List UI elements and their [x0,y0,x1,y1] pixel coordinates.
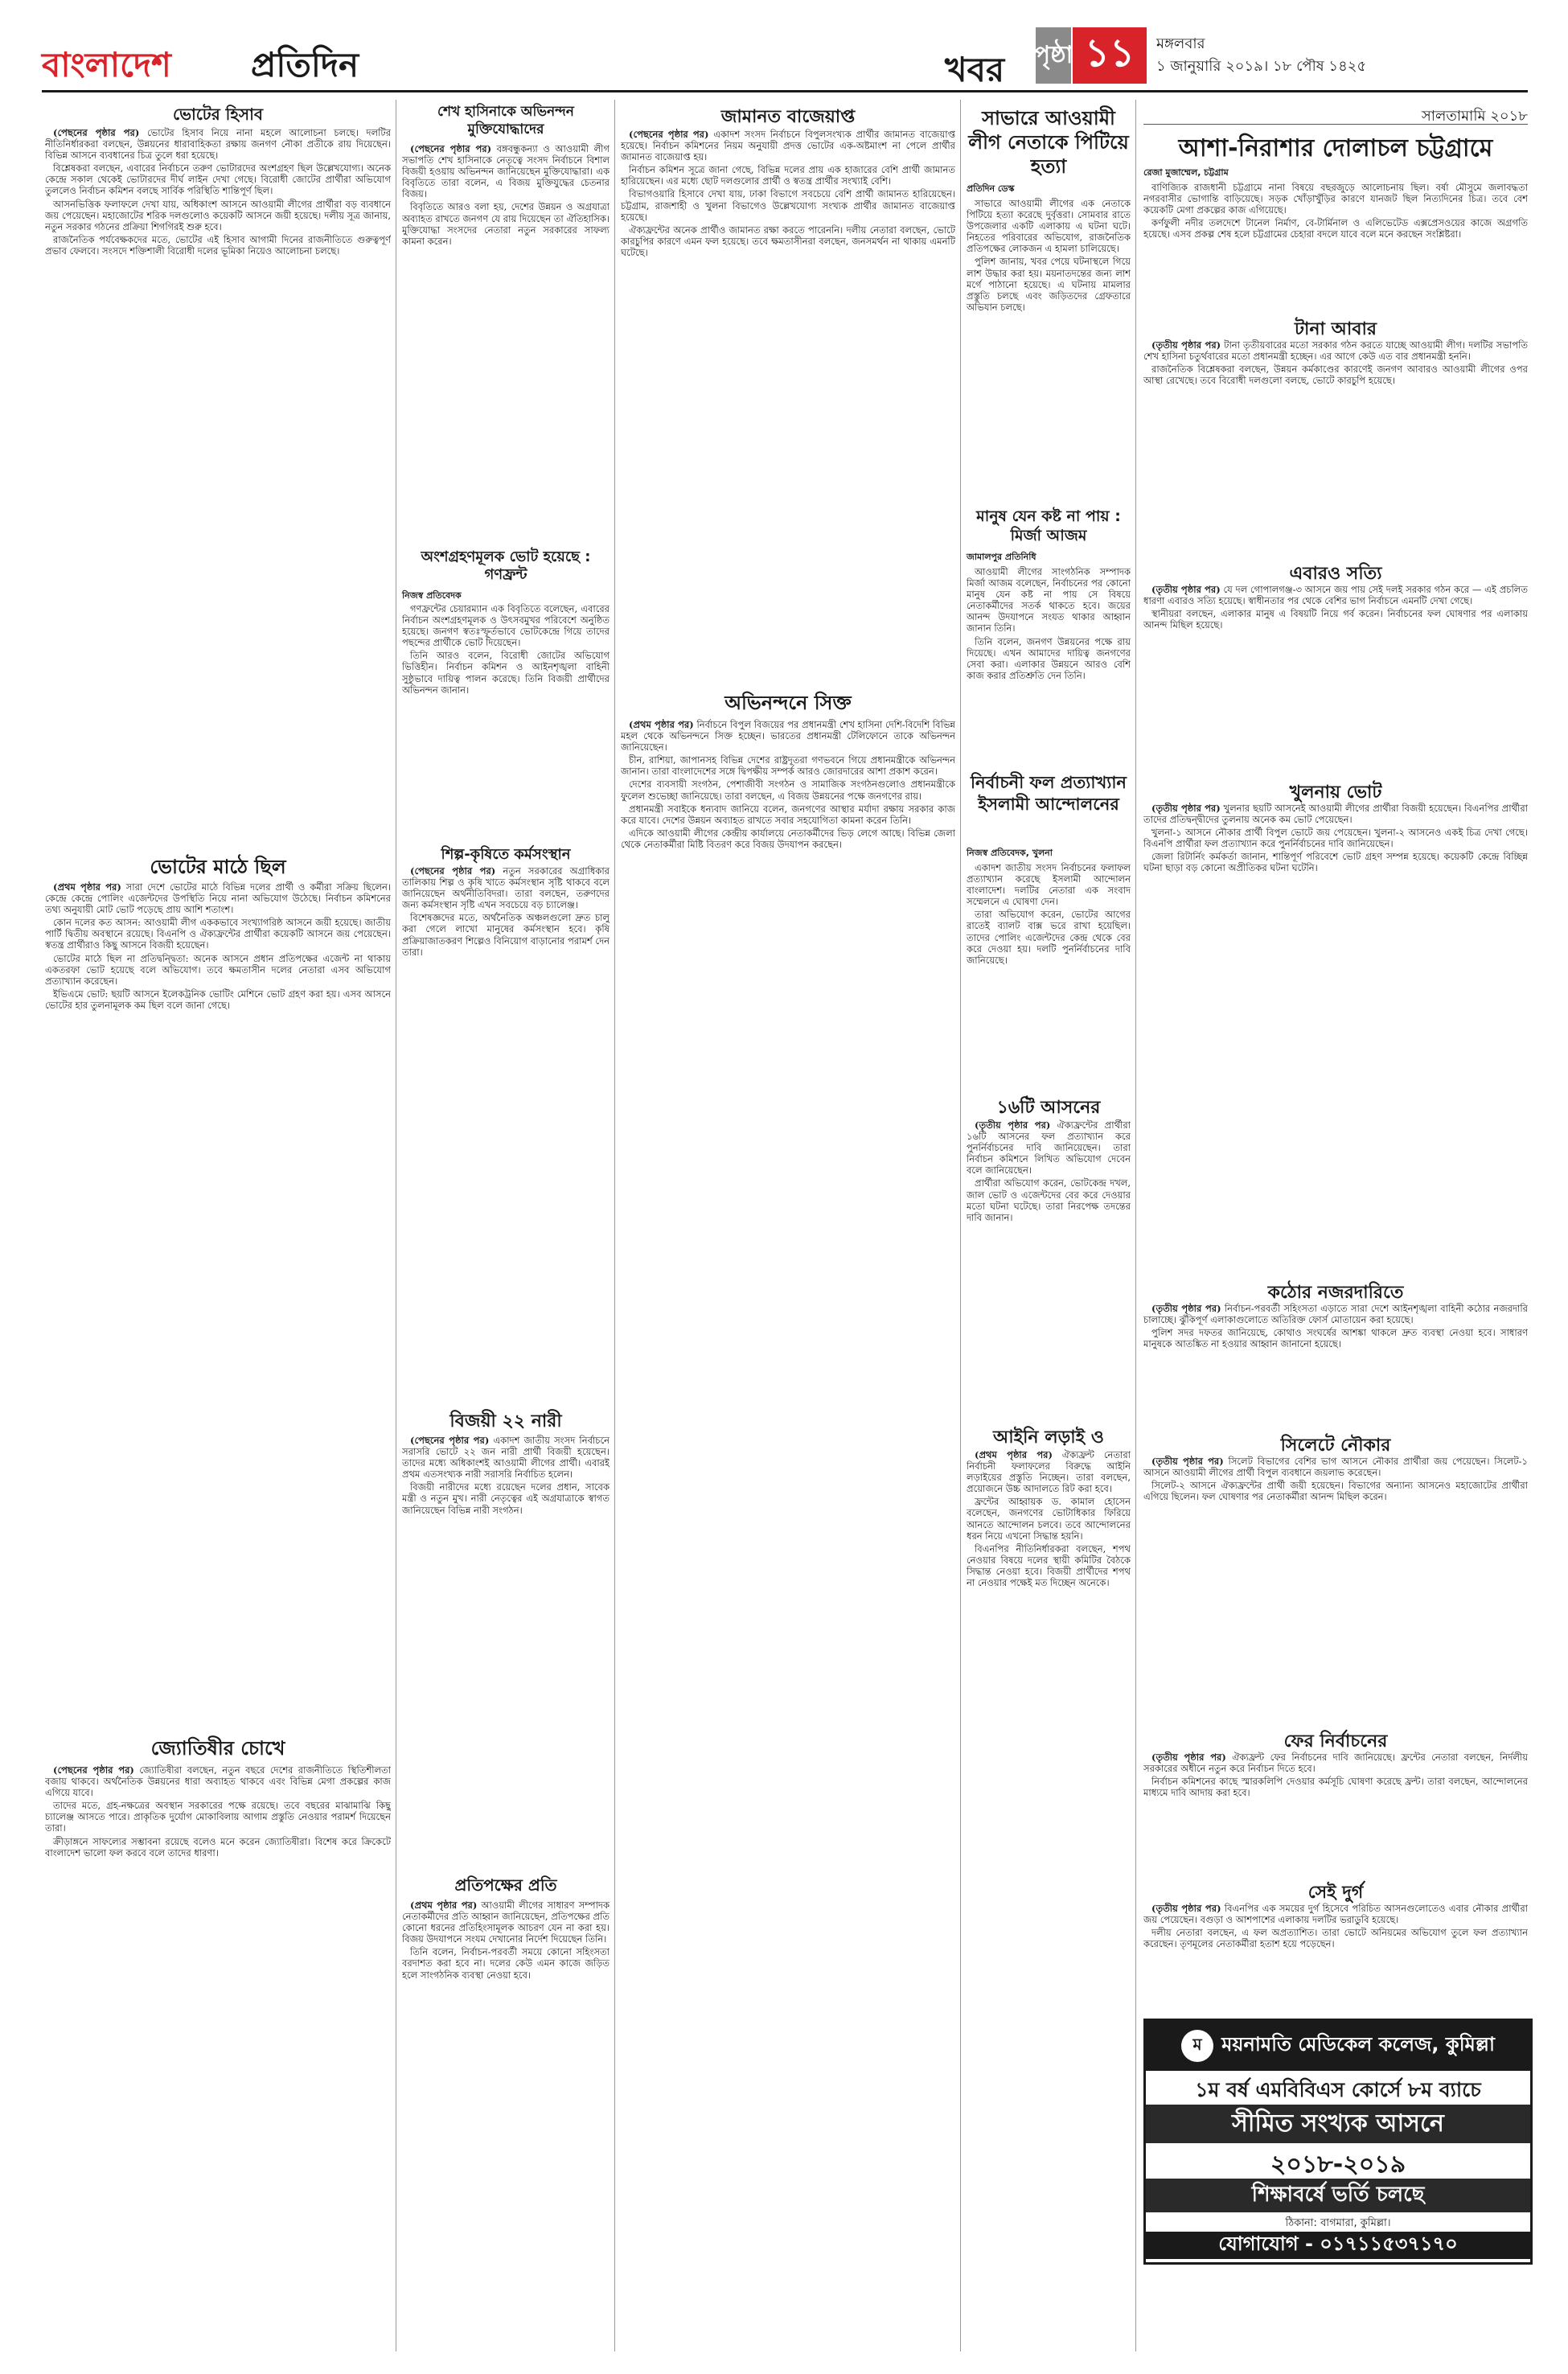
headline-sheikh-hasina: শেখ হাসিনাকে অভিনন্দন মুক্তিযোদ্ধাদের [437,104,574,138]
article-paragraph: ক্রীড়াঙ্গনে সাফল্যের সম্ভাবনা রয়েছে বলেও মনে করেন জ্যোতিষীরা। বিশেষ করে ক্রিকেটে বাংলাদেশ ভালো ফল করবে বলে তাদের ধারণা। [45,1835,391,1859]
headline-tana-abar: টানা আবার [1295,319,1377,339]
article-paragraph: পুলিশ জানায়, খবর পেয়ে ঘটনাস্থলে গিয়ে লাশ উদ্ধার করা হয়। ময়নাতদন্তের জন্য লাশ মর্গে পাঠানো হয়েছে। এ ঘটনায় মামলার প্রস্তুতি চলছে এবং জড়িতদের গ্রেফতারে অভিযান চলছে। [967,256,1131,313]
article-sholo-ti [967,1119,1131,1409]
article-angshograhan [402,603,610,828]
article-lead: (তৃতীয় পৃষ্ঠার পর) [1151,1752,1226,1763]
article-lead: (পেছনের পৃষ্ঠার পর) [410,1435,490,1446]
article-paragraph: খুলনার ছয়টি আসনেই আওয়ামী লীগের প্রার্থীরা বিজয়ী হয়েছেন। বিএনপির প্রার্থীরা তাদের প্রতিদ্বন্দ্বীদের তুলনায় অনেক কম ভোট পেয়েছেন। [1143,803,1528,826]
article-paragraph: তিনি বলেন, জনগণ উন্নয়নের পক্ষে রায় দিয়েছে। এখন আমাদের দায়িত্ব জনগণের সেবা করা। এলাকার উন্নয়নে আরও বেশি কাজ করার প্রতিশ্রুতি দেন তিনি। [967,635,1131,681]
article-paragraph: সিলেট-২ আসনে ঐক্যফ্রন্টের প্রার্থী জয়ী হয়েছেন। বিভাগের অন্যান্য আসনেও মহাজোটের প্রার্থীরা এগিয়ে ছিলেন। ফল ঘোষণার পর নেতাকর্মীরা আনন্দ মিছিল করেন। [1143,1480,1528,1503]
article-sheikh-hasina [402,143,610,537]
article-paragraph: বিভাগওয়ারি হিসাবে দেখা যায়, ঢাকা বিভাগে সবচেয়ে বেশি প্রার্থী জামানত হারিয়েছেন। চট্টগ্রাম, রাজশাহী ও খুলনা বিভাগেও উল্লেখযোগ্য সংখ্যক প্রার্থীর জামানত বাজেয়াপ্ত হয়েছে। [621,188,955,223]
article-sei-durga [1143,1903,1528,2012]
masthead-logo-pratidin: প্রতিদিন [251,45,359,84]
article-paragraph: কোন দলের কত আসন: আওয়ামী লীগ এককভাবে সংখ্যাগরিষ্ঠ আসনে জয়ী হয়েছে। জাতীয় পার্টি দ্বিতীয় অবস্থানে রয়েছে। বিএনপি ও ঐক্যফ্রন্টের প্রার্থীরা কয়েকটি আসনে জয় পেয়েছেন। স্বতন্ত্র প্রার্থীরাও কিছু আসনে বিজয়ী হয়েছেন। [45,917,391,951]
article-bijoyi-nari [402,1435,610,1869]
column-divider [960,100,961,2351]
article-lead: (তৃতীয় পৃষ্ঠার পর) [975,1119,1051,1131]
article-paragraph: খুলনা-১ আসনে নৌকার প্রার্থী বিপুল ভোটে জয় পেয়েছেন। খুলনা-২ আসনেও একই চিত্র দেখা গেছে। বিএনপি প্রার্থীরা ফল প্রত্যাখ্যান করে পুনর্নির্বাচনের দাবি জানিয়েছেন। [1143,827,1528,850]
article-vote-mathe [45,881,391,1686]
headline-sholo-ti: ১৬টি আসনের [996,1098,1101,1118]
article-paragraph: সাভারে আওয়ামী লীগের এক নেতাকে পিটিয়ে হত্যা করেছে দুর্বৃত্তরা। সোমবার রাতে উপজেলার একটি এলাকায় এ ঘটনা ঘটে। নিহতের পরিবারের অভিযোগ, রাজনৈতিক প্রতিপক্ষের লোকজন এ হামলা চালিয়েছে। [967,198,1131,255]
byline: প্রতিদিন ডেস্ক [967,183,1015,194]
article-paragraph: যে দল গোপালগঞ্জ-৩ আসনে জয় পায় সেই দলই সরকার গঠন করে — এই প্রচলিত ধারণা এবারও সত্যি হয়েছে। স্বাধীনতার পর থেকে বেশির ভাগ নির্বাচনে এমনটি দেখা গেছে। [1143,584,1528,607]
article-lead: (তৃতীয় পৃষ্ঠার পর) [1151,803,1221,814]
article-paragraph: আওয়ামী লীগের সাধারণ সম্পাদক নেতাকর্মীদের প্রতি আহ্বান জানিয়েছেন, প্রতিপক্ষের প্রতি কোনো ধরনের প্রতিহিংসামূলক আচরণ যেন না করা হয়। বিজয় উদযাপনে সংযম দেখানোর নির্দেশ দিয়েছেন তিনি। [402,1900,610,1945]
headline-savar: সাভারে আওয়ামী লীগ নেতাকে পিটিয়ে হত্যা [968,107,1129,178]
article-paragraph: প্রার্থীরা অভিযোগ করেন, ভোটকেন্দ্র দখল, জাল ভোট ও এজেন্টদের বের করে দেওয়ার মতো ঘটনা ঘটেছে। তারা নিরপেক্ষ তদন্তের দাবি জানান। [967,1177,1131,1223]
article-paragraph: একাদশ জাতীয় সংসদ নির্বাচনে সরাসরি ভোটে ২২ জন নারী প্রার্থী বিজয়ী হয়েছেন। তাদের মধ্যে অধিকাংশই আওয়ামী লীগের প্রার্থী। এবারই প্রথম এতসংখ্যক নারী সরাসরি নির্বাচিত হলেন। [402,1435,610,1481]
article-lead: (তৃতীয় পৃষ্ঠার পর) [1151,1903,1221,1914]
article-paragraph: একাদশ জাতীয় সংসদ নির্বাচনের ফলাফল প্রত্যাখ্যান করেছে ইসলামী আন্দোলন বাংলাদেশ। দলটির নেতারা এক সংবাদ সম্মেলনে এ ঘোষণা দেন। [967,862,1131,908]
page-label: পৃষ্ঠা [1036,27,1071,84]
article-paragraph: বিএনপির নীতিনির্ধারকরা বলছেন, শপথ নেওয়ার বিষয়ে দলের স্থায়ী কমিটির বৈঠকে সিদ্ধান্ত নেওয়া হবে। বিজয়ী প্রার্থীদের শপথ না নেওয়ার পক্ষেই মত দিচ্ছেন অনেকে। [967,1542,1131,1589]
headline-shilpa-krishi: শিল্প-কৃষিতে কর্মসংস্থান [441,846,571,863]
section-kicker: সালতামামি ২০১৮ [1421,108,1528,125]
article-lead: (প্রথম পৃষ্ঠার পর) [410,1900,478,1911]
headline-pratipakkher: প্রতিপক্ষের প্রতি [454,1875,557,1895]
article-ebaro [1143,584,1528,769]
article-paragraph: দেশের ব্যবসায়ী সংগঠন, পেশাজীবী সংগঠন ও সামাজিক সংগঠনগুলোও প্রধানমন্ত্রীকে ফুলেল শুভেচ্ছা জানিয়েছে। তারা বলছেন, এ বিজয় উন্নয়নের পক্ষে জনগণের রায়। [621,778,955,802]
headline-manush: মানুষ যেন কষ্ট না পায় : মির্জা আজম [976,507,1121,544]
article-paragraph: কর্ণফুলী নদীর তলদেশে টানেল নির্মাণ, বে-টার্মিনাল ও এলিভেটেড এক্সপ্রেসওয়ের কাজে অগ্রগতি হয়েছে। এসব প্রকল্প শেষ হলে চট্টগ্রামের চেহারা বদলে যাবে বলে মনে করছেন সংশ্লিষ্টরা। [1143,217,1528,240]
article-paragraph: প্রধানমন্ত্রী সবাইকে ধন্যবাদ জানিয়ে বলেন, জনগণের আস্থার মর্যাদা রক্ষায় সরকার কাজ করে যাবে। দেশের উন্নয়ন অব্যাহত রাখতে সবার সহযোগিতা কামনা করেন তিনি। [621,803,955,826]
kicker-rule [1143,124,1528,125]
article-paragraph: আসনভিত্তিক ফলাফলে দেখা যায়, অধিকাংশ আসনে আওয়ামী লীগের প্রার্থীরা বড় ব্যবধানে জয় পেয়েছেন। মহাজোটের শরিক দলগুলোও কয়েকটি আসনে জয়ী হয়েছে। দলীয় সূত্র জানায়, নতুন সরকার গঠনের প্রক্রিয়া শিগগিরই শুরু হবে। [45,198,391,232]
article-lead: (পেছনের পৃষ্ঠার পর) [410,865,496,877]
page-number: ১১ [1073,27,1147,84]
headline-angshograhan: অংশগ্রহণমূলক ভোট হয়েছে : গণফ্রন্ট [421,548,591,583]
article-paragraph: নির্বাচন-পরবর্তী সহিংসতা এড়াতে সারা দেশে আইনশৃঙ্খলা বাহিনী কঠোর নজরদারি চালাচ্ছে। ঝুঁকিপূর্ণ এলাকাগুলোতে অতিরিক্ত ফোর্স মোতায়েন করা হয়েছে। [1143,1303,1528,1326]
article-khulna [1143,803,1528,1269]
article-nirbachoni-fal [967,862,1131,1079]
article-manush [967,566,1131,759]
headline-jamanat: জামানত বাজেয়াপ্ত [720,107,856,127]
ad-contact[interactable]: যোগাযোগ - ০১৭১১৫৩৭১৭০ [1146,2232,1530,2259]
article-paragraph: নির্বাচনে বিপুল বিজয়ের পর প্রধানমন্ত্রী শেখ হাসিনা দেশি-বিদেশি বিভিন্ন মহল থেকে অভিনন্দনে সিক্ত হচ্ছেন। ভারতের প্রধানমন্ত্রী টেলিফোনে তাকে অভিনন্দন জানিয়েছেন। [621,719,955,754]
article-lead: (তৃতীয় পৃষ্ঠার পর) [1151,1456,1224,1467]
column-divider [614,100,615,2351]
article-paragraph: স্থানীয়রা বলছেন, এলাকার মানুষ এ বিষয়টি নিয়ে গর্ব করেন। নির্বাচনের ফল ঘোষণার পর এলাকায় আনন্দ মিছিল হয়েছে। [1143,608,1528,631]
ad-course-line: ১ম বর্ষ এমবিবিএস কোর্সে ৮ম ব্যাচে [1195,2078,1481,2101]
ad-admission-line: শিক্ষাবর্ষে ভর্তি চলছে [1146,2179,1530,2212]
headline-abhinandan: অভিনন্দনে সিক্ত [724,692,852,714]
article-abhinandan [621,719,955,2351]
article-lead: (তৃতীয় পৃষ্ঠার পর) [1151,339,1221,351]
article-lead: (প্রথম পৃষ্ঠার পর) [975,1449,1053,1460]
dateline-day: মঙ্গলবার [1156,35,1205,52]
headline-khulna: খুলনায় ভোট [1289,782,1382,803]
headline-ebaro: এবারও সত্যি [1289,564,1382,584]
article-paragraph: ফ্রন্টের আহ্বায়ক ড. কামাল হোসেন বলেছেন, জনগণের ভোটাধিকার ফিরিয়ে আনতে আন্দোলন চলবে। তবে আন্দোলনের ধরন নিয়ে এখনো সিদ্ধান্ত হয়নি। [967,1496,1131,1542]
headline-bijoyi-nari: বিজয়ী ২২ নারী [449,1411,562,1431]
ad-session-year: ২০১৮-২০১৯ [1270,2150,1406,2179]
article-lead: (প্রথম পৃষ্ঠার পর) [53,881,121,893]
article-paragraph: বিশ্লেষকরা বলছেন, এবারের নির্বাচনে তরুণ ভোটারদের অংশগ্রহণ ছিল উল্লেখযোগ্য। অনেক কেন্দ্রে সকাল থেকেই ভোটারদের দীর্ঘ লাইন দেখা গেছে। বিরোধী জোটের প্রার্থীরা অভিযোগ তুললেও নির্বাচন কমিশন বলছে সার্বিক পরিস্থিতি শান্তিপূর্ণ ছিল। [45,162,391,197]
article-paragraph: ঐক্যফ্রন্টের অনেক প্রার্থীও জামানত রক্ষা করতে পারেননি। দলীয় নেতারা বলছেন, ভোটে কারচুপির কারণে এমন ফল হয়েছে। তবে ক্ষমতাসীনরা বলছেন, জনসমর্থন না থাকায় এমনটি ঘটেছে। [621,224,955,258]
article-paragraph: নির্বাচন কমিশনের কাছে স্মারকলিপি দেওয়ার কর্মসূচি ঘোষণা করেছে ফ্রন্ট। তারা বলছেন, আন্দোলনের মাধ্যমে দাবি আদায় করা হবে। [1143,1776,1528,1799]
article-paragraph: গণফ্রন্টের চেয়ারম্যান এক বিবৃতিতে বলেছেন, এবারের নির্বাচন অংশগ্রহণমূলক ও উৎসবমুখর পরিবেশে অনুষ্ঠিত হয়েছে। জনগণ স্বতঃস্ফূর্তভাবে ভোটকেন্দ্রে গিয়ে তাদের পছন্দের প্রার্থীকে ভোট দিয়েছেন। [402,603,610,649]
headline-sylhet: সিলেটে নৌকার [1280,1435,1391,1456]
article-lead: (পেছনের পৃষ্ঠার পর) [53,1764,134,1776]
article-paragraph: ঐক্যফ্রন্ট নেতারা নির্বাচনী ফলাফলের বিরুদ্ধে আইনি লড়াইয়ের প্রস্তুতি নিচ্ছেন। তারা বলছেন, প্রয়োজনে উচ্চ আদালতে রিট করা হবে। [967,1449,1131,1495]
headline-aini-lorai: আইনি লড়াই ও [993,1427,1104,1448]
ad-address: ঠিকানা: বাগমারা, কুমিল্লা। [1285,2217,1391,2229]
article-paragraph: ঐক্যফ্রন্টের প্রার্থীরা ১৬টি আসনের ফল প্রত্যাখ্যান করে পুনর্নির্বাচনের দাবি জানিয়েছেন। তারা নির্বাচন কমিশনে লিখিত অভিযোগ দেবেন বলে জানিয়েছেন। [967,1119,1131,1177]
article-paragraph: জেলা রিটার্নিং কর্মকর্তা জানান, শান্তিপূর্ণ পরিবেশে ভোট গ্রহণ সম্পন্ন হয়েছে। কয়েকটি কেন্দ্রে বিচ্ছিন্ন ঘটনা ছাড়া বড় কোনো অপ্রীতিকর ঘটনা ঘটেনি। [1143,851,1528,874]
article-paragraph: দলীয় নেতারা বলছেন, এ ফল অপ্রত্যাশিত। তারা ভোটে অনিয়মের অভিযোগ তুলে ফল প্রত্যাখ্যান করেছেন। তৃণমূলের নেতাকর্মীরা হতাশ হয়ে পড়েছেন। [1143,1927,1528,1950]
article-paragraph: সিলেট বিভাগের বেশির ভাগ আসনে নৌকার প্রার্থীরা জয় পেয়েছেন। সিলেট-১ আসনে আওয়ামী লীগের প্রার্থী বিপুল ব্যবধানে জয়লাভ করেছেন। [1143,1456,1528,1479]
article-paragraph: নির্বাচন কমিশন সূত্রে জানা গেছে, বিভিন্ন দলের প্রায় এক হাজারের বেশি প্রার্থী জামানত হারিয়েছেন। এর মধ্যে ছোট দলগুলোর প্রার্থী ও স্বতন্ত্র প্রার্থীর সংখ্যাই বেশি। [621,164,955,187]
ad-header [1146,2021,1530,2071]
article-lead: (প্রথম পৃষ্ঠার পর) [629,719,694,730]
article-paragraph: ভোটের মাঠে ছিল না প্রতিদ্বন্দ্বিতা: অনেক আসনে প্রধান প্রতিপক্ষের এজেন্ট না থাকায় একতরফা ভোট হয়েছে বলে অভিযোগ। তবে ক্ষমতাসীন দলের নেতারা এসব অভিযোগ প্রত্যাখ্যান করেছেন। [45,952,391,987]
article-aini-lorai [967,1449,1131,2350]
article-chattogram [1143,182,1528,302]
article-paragraph: রাজনৈতিক পর্যবেক্ষকদের মতে, ভোটের এই হিসাব আগামী দিনের রাজনীতিতে গুরুত্বপূর্ণ প্রভাব ফেলবে। সংসদে শক্তিশালী বিরোধী দলের ভূমিকা নিয়েও আলোচনা চলছে। [45,233,391,257]
headline-vote-hisab: ভোটের হিসাব [172,105,264,124]
headline-fer-nirbachon: ফের নির্বাচনের [1283,1731,1388,1752]
headline-chattogram: আশা-নিরাশার দোলাচল চট্টগ্রামে [1178,134,1493,162]
article-paragraph: একাদশ সংসদ নির্বাচনে বিপুলসংখ্যক প্রার্থীর জামানত বাজেয়াপ্ত হয়েছে। নির্বাচন কমিশনের নিয়ম অনুযায়ী প্রদত্ত ভোটের এক-অষ্টমাংশ না পেলে প্রার্থীর জামানত বাজেয়াপ্ত হয়। [621,129,955,163]
article-shilpa-krishi [402,865,610,1396]
masthead-logo-bangladesh: বাংলাদেশ [42,45,171,84]
article-paragraph: ঐক্যফ্রন্ট ফের নির্বাচনের দাবি জানিয়েছে। ফ্রন্টের নেতারা বলছেন, নির্দলীয় সরকারের অধীনে নতুন করে নির্বাচন দিতে হবে। [1143,1752,1528,1775]
article-paragraph: জ্যোতিষীরা বলছেন, নতুন বছরে দেশের রাজনীতিতে স্থিতিশীলতা বজায় থাকবে। অর্থনৈতিক উন্নয়নের ধারা অব্যাহত থাকবে এবং বিভিন্ন মেগা প্রকল্পের কাজ এগিয়ে যাবে। [45,1764,391,1799]
article-paragraph: বঙ্গবন্ধুকন্যা ও আওয়ামী লীগ সভাপতি শেখ হাসিনাকে নেতৃত্বে সংসদ নির্বাচনে বিশাল বিজয়ী হওয়ায় অভিনন্দন জানিয়েছেন মুক্তিযোদ্ধারা। এক বিবৃতিতে তারা বলেন, এ বিজয় মুক্তিযুদ্ধের চেতনার বিজয়। [402,143,610,200]
article-pratipakkher [402,1900,610,2350]
article-paragraph: বিজয়ী নারীদের মধ্যে রয়েছেন দলের প্রধান, সাবেক মন্ত্রী ও নতুন মুখ। নারী নেতৃত্বের এই অগ্রযাত্রাকে স্বাগত জানিয়েছেন বিভিন্ন নারী সংগঠন। [402,1481,610,1516]
article-lead: (পেছনের পৃষ্ঠার পর) [53,127,140,138]
article-paragraph: ইভিএমে ভোট: ছয়টি আসনে ইলেকট্রনিক ভোটিং মেশিনে ভোট গ্রহণ করা হয়। এসব আসনে ভোটের হার তুলনামূলক কম ছিল বলে জানা গেছে। [45,988,391,1011]
article-paragraph: চীন, রাশিয়া, জাপানসহ বিভিন্ন দেশের রাষ্ট্রদূতরা গণভবনে গিয়ে প্রধানমন্ত্রীকে অভিনন্দন জানান। তারা বাংলাদেশের সঙ্গে দ্বিপক্ষীয় সম্পর্ক আরও জোরদারের আশা প্রকাশ করেন। [621,754,955,778]
article-paragraph: তিনি বলেন, নির্বাচন-পরবর্তী সময়ে কোনো সহিংসতা বরদাশত করা হবে না। দলের কেউ এমন কাজে জড়িত হলে সাংগঠনিক ব্যবস্থা নেওয়া হবে। [402,1946,610,1981]
article-paragraph: এদিকে আওয়ামী লীগের কেন্দ্রীয় কার্যালয়ে নেতাকর্মীদের ভিড় লেগে আছে। বিভিন্ন জেলা থেকে নেতাকর্মীরা মিষ্টি বিতরণ করে বিজয় উদযাপন করছেন। [621,827,955,850]
article-vote-hisab [45,127,391,843]
article-paragraph: তাদের মতে, গ্রহ-নক্ষত্রের অবস্থান সরকারের পক্ষে রয়েছে। তবে বছরের মাঝামাঝি কিছু চ্যালেঞ্জ আসতে পারে। প্রাকৃতিক দুর্যোগ মোকাবিলায় আগাম প্রস্তুতি নেওয়ার পরামর্শ দিয়েছেন তারা। [45,1800,391,1834]
article-paragraph: রাজনৈতিক বিশ্লেষকরা বলছেন, উন্নয়ন কর্মকাণ্ডের কারণেই জনগণ আবারও আওয়ামী লীগের ওপর আস্থা রেখেছে। তবে বিরোধী দলগুলো বলছে, ভোটে কারচুপি হয়েছে। [1143,363,1528,387]
article-savar [967,198,1131,495]
headline-kathor: কঠোর নজরদারিতে [1267,1283,1404,1303]
headline-vote-mathe: ভোটের মাঠে ছিল [150,856,286,878]
byline: নিজস্ব প্রতিবেদক [402,590,462,601]
dateline-date: ১ জানুয়ারি ২০১৯। ১৮ পৌষ ১৪২৫ [1156,58,1367,75]
ad-college-name: ময়নামতি মেডিকেল কলেজ, কুমিল্লা [1221,2033,1495,2056]
ad-seats-line: সীমিত সংখ্যক আসনে [1146,2105,1530,2143]
article-sylhet [1143,1456,1528,1721]
headline-nirbachoni-fal: নির্বাচনী ফল প্রত্যাখ্যান ইসলামী আন্দোলনের [971,773,1127,814]
article-paragraph: আওয়ামী লীগের সাংগঠনিক সম্পাদক মির্জা আজম বলেছেন, নির্বাচনের পর কোনো মানুষ যেন কষ্ট না পায় সে বিষয়ে নেতাকর্মীদের সতর্ক থাকতে হবে। জয়ের আনন্দ উদযাপনে সংযত থাকার আহ্বান জানান তিনি। [967,566,1131,635]
byline: নিজস্ব প্রতিবেদক, খুলনা [967,848,1053,858]
article-paragraph: বিবৃতিতে আরও বলা হয়, দেশের উন্নয়ন ও অগ্রযাত্রা অব্যাহত রাখতে জনগণ যে রায় দিয়েছেন তা ঐতিহাসিক। মুক্তিযোদ্ধা সংসদের নেতারা নতুন সরকারের সাফল্য কামনা করেন। [402,201,610,247]
byline: রেজা মুজাম্মেল, চট্টগ্রাম [1143,167,1229,178]
article-lead: (তৃতীয় পৃষ্ঠার পর) [1151,584,1221,595]
article-paragraph: ভোটের হিসাব নিয়ে নানা মহলে আলোচনা চলছে। দলটির নীতিনির্ধারকরা বলছেন, উন্নয়নের ধারাবাহিকতা রক্ষায় জনগণ নৌকা প্রতীকে রায় দিয়েছেন। বিভিন্ন আসনে ব্যবধানের চিত্র তুলে ধরা হয়েছে। [45,127,391,162]
section-title: খবর [945,50,1005,89]
column-divider [1135,100,1136,2351]
advertisement-medical-college[interactable] [1143,2019,1533,2265]
article-paragraph: বিএনপির এক সময়ের দুর্গ হিসেবে পরিচিত আসনগুলোতেও এবার নৌকার প্রার্থীরা জয় পেয়েছেন। বগুড়া ও আশপাশের এলাকায় দলটির ভরাডুবি হয়েছে। [1143,1903,1528,1926]
article-tana-abar [1143,339,1528,548]
college-emblem-icon: ম [1181,2030,1213,2062]
article-jamanat [621,129,955,676]
byline: জামালপুর প্রতিনিধি [967,552,1036,562]
masthead-rule [42,90,1528,92]
article-paragraph: নতুন সরকারের অগ্রাধিকার তালিকায় শিল্প ও কৃষি খাতে কর্মসংস্থান সৃষ্টি থাকবে বলে জানিয়েছেন অর্থনীতিবিদরা। তারা বলছেন, তরুণদের জন্য কর্মসংস্থান সৃষ্টি এখন সবচেয়ে বড় চ্যালেঞ্জ। [402,865,610,911]
article-fer-nirbachon [1143,1752,1528,1872]
article-paragraph: বাণিজ্যিক রাজধানী চট্টগ্রামে নানা বিষয়ে বছরজুড়ে আলোচনায় ছিল। বর্ষা মৌসুমে জলাবদ্ধতা নগরবাসীর ভোগান্তি বাড়িয়েছে। সড়ক খোঁড়াখুঁড়ির কারণে যানজট ছিল নিত্যদিনের চিত্র। তবে বেশ কয়েকটি মেগা প্রকল্পের কাজ এগিয়েছে। [1143,182,1528,216]
article-paragraph: তিনি আরও বলেন, বিরোধী জোটের অভিযোগ ভিত্তিহীন। নির্বাচন কমিশন ও আইনশৃঙ্খলা বাহিনী সুষ্ঠুভাবে দায়িত্ব পালন করেছে। তিনি বিজয়ী প্রার্থীদের অভিনন্দন জানান। [402,650,610,696]
article-jyotishi [45,1764,391,2351]
article-lead: (পেছনের পৃষ্ঠার পর) [629,129,709,140]
headline-sei-durga: সেই দুর্গ [1307,1883,1364,1903]
article-lead: (পেছনের পৃষ্ঠার পর) [410,143,492,154]
article-paragraph: বিশেষজ্ঞদের মতে, অর্থনৈতিক অঞ্চলগুলো দ্রুত চালু করা গেলে লাখো মানুষের কর্মসংস্থান হবে। কৃষি প্রক্রিয়াজাতকরণ শিল্পেও বিনিয়োগ বাড়ানোর পরামর্শ দেন তারা। [402,912,610,958]
article-kathor [1143,1303,1528,1423]
headline-jyotishi: জ্যোতিষীর চোখে [150,1737,285,1760]
article-lead: (তৃতীয় পৃষ্ঠার পর) [1151,1303,1221,1314]
article-paragraph: তারা অভিযোগ করেন, ভোটের আগের রাতেই ব্যালট বাক্স ভরে রাখা হয়েছিল। তাদের পোলিং এজেন্টদের কেন্দ্র থেকে বের করে দেওয়া হয়। দলটি পুনর্নির্বাচনের দাবি জানিয়েছে। [967,909,1131,966]
article-paragraph: টানা তৃতীয়বারের মতো সরকার গঠন করতে যাচ্ছে আওয়ামী লীগ। দলটির সভাপতি শেখ হাসিনা চতুর্থবারের মতো প্রধানমন্ত্রী হচ্ছেন। এর আগে কেউ এত বার প্রধানমন্ত্রী হননি। [1143,339,1528,363]
article-paragraph: সারা দেশে ভোটের মাঠে বিভিন্ন দলের প্রার্থী ও কর্মীরা সক্রিয় ছিলেন। কেন্দ্রে কেন্দ্রে পোলিং এজেন্টদের উপস্থিতি নিয়ে নানা অভিযোগ উঠেছে। নির্বাচন কমিশনের তথ্য অনুযায়ী মোট ভোট পড়েছে প্রায় আশি শতাংশ। [45,881,391,916]
article-paragraph: পুলিশ সদর দফতর জানিয়েছে, কোথাও সংঘর্ষের আশঙ্কা থাকলে দ্রুত ব্যবস্থা নেওয়া হবে। সাধারণ মানুষকে আতঙ্কিত না হওয়ার আহ্বান জানানো হয়েছে। [1143,1327,1528,1350]
